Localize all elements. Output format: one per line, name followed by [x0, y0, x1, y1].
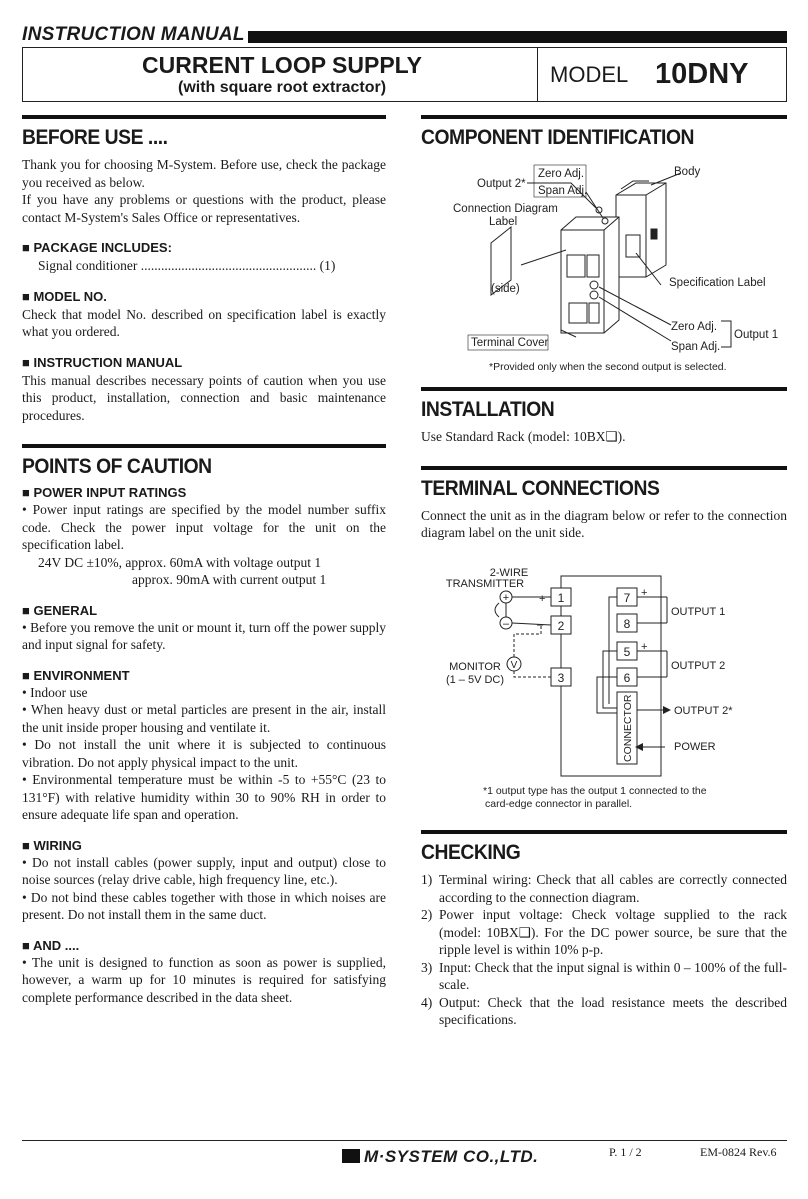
terminal-7: 7	[623, 591, 631, 605]
minus-sign: –	[641, 617, 648, 629]
package-heading: ■ PACKAGE INCLUDES:	[22, 240, 172, 255]
before-use-intro2: If you have any problems or questions with the product, please contact M-System's Sales Office or representatives.	[22, 192, 386, 225]
checking-list	[421, 871, 787, 1029]
output2s-label: OUTPUT 2*	[674, 705, 733, 717]
connector-label: CONNECTOR	[622, 694, 634, 762]
section-rule	[421, 830, 787, 834]
terminal-1: 1	[557, 591, 565, 605]
page-number: P. 1 / 2	[609, 1145, 642, 1159]
output1-bracket	[721, 321, 731, 347]
zero-adj-label: Zero Adj.	[538, 168, 585, 180]
internal-wire	[603, 651, 617, 708]
terminal-cover-label: Terminal Cover	[471, 337, 549, 349]
body-outline	[616, 183, 666, 277]
component-note: *Provided only when the second output is selected.	[489, 361, 727, 373]
plus-sign: +	[539, 593, 546, 605]
terminal-heading: TERMINAL CONNECTIONS	[421, 476, 660, 500]
conn-label-2: Label	[489, 216, 518, 228]
checking-item: 4) Output: Check that the load resistance meets the described specifications.	[421, 994, 787, 1027]
front-panel	[561, 217, 619, 333]
left-column	[22, 115, 386, 1006]
terminal-diagram	[421, 560, 787, 820]
section-rule	[421, 115, 787, 119]
zero-adj-label-2: Zero Adj.	[671, 321, 718, 333]
document-title: CURRENT LOOP SUPPLY	[142, 52, 422, 78]
title-divider	[537, 47, 538, 102]
two-wire-label-1: 2-WIRE	[489, 567, 529, 579]
logo-mark-icon	[342, 1149, 360, 1163]
minus-sign: –	[641, 671, 648, 683]
wiring-item: • Do not install cables (power supply, input and output) close to noise sources (relay drive cable, high frequency line, etc.).	[22, 854, 386, 887]
footer-rule	[22, 1140, 787, 1141]
component-heading: COMPONENT IDENTIFICATION	[421, 126, 695, 149]
instruction-manual-label: INSTRUCTION MANUAL	[22, 24, 245, 45]
and-text: • The unit is designed to function as soon as power is supplied, however, a warm up for 10 minutes is required for satisfying complete performance described in the data sheet.	[22, 954, 386, 1005]
checking-section	[421, 830, 787, 1029]
before-use-intro: Thank you for choosing M-System. Before use, check the package you received as below.	[22, 157, 386, 190]
installation-text: Use Standard Rack (model: 10BX❑).	[421, 429, 626, 444]
env-item: • Environmental temperature must be within -5 to +55°C (23 to 131°F) with relative humidity within 30 to 90% RH in order to ensure adequate life span and operation.	[22, 772, 386, 822]
document-subtitle: (with square root extractor)	[177, 79, 387, 96]
package-item: Signal conditioner .................................................... (1)	[38, 258, 336, 273]
plus-sign: +	[641, 641, 648, 653]
env-item: • Do not install the unit where it is subjected to continuous vibration. Do not apply physical impact to the unit.	[22, 737, 386, 770]
transmitter-arc	[495, 603, 499, 617]
monitor-label-2: (1 – 5V DC)	[445, 674, 505, 686]
rail	[651, 229, 657, 239]
section-rule	[421, 466, 787, 470]
power-line2: approx. 90mA with current output 1	[132, 572, 327, 587]
installation-section	[421, 387, 787, 542]
checking-heading: CHECKING	[421, 841, 521, 864]
output1-label: OUTPUT 1	[671, 606, 726, 618]
power-text: • Power input ratings are specified by the model number suffix code. Check the power input voltage for the unit on the specification label.	[22, 502, 386, 552]
body-label: Body	[674, 166, 701, 178]
header-bar	[248, 31, 787, 43]
before-use-heading: BEFORE USE ....	[22, 126, 168, 149]
leader	[586, 192, 603, 218]
model-label: MODEL	[550, 62, 629, 87]
checking-item: 1) Terminal wiring: Check that all cables are correctly connected according to the connection diagram.	[421, 872, 787, 905]
side-label-text: (side)	[491, 283, 520, 295]
environment-heading: ■ ENVIRONMENT	[22, 667, 130, 683]
arrow-out	[663, 706, 671, 714]
installation-heading: INSTALLATION	[421, 398, 555, 421]
checking-item: 2) Power input voltage: Check voltage supplied to the rack (model: 10BX❑). For the DC power source, be sure that the ripple level is within 10% p-p.	[421, 907, 787, 957]
output1-label: Output 1	[734, 329, 779, 341]
power-heading: ■ POWER INPUT RATINGS	[22, 485, 187, 500]
terminal-text: Connect the unit as in the diagram below or refer to the connection diagram label on the unit side.	[421, 507, 787, 540]
plus-sign: +	[502, 592, 510, 604]
two-wire-label-2: TRANSMITTER	[445, 578, 525, 590]
model-number: 10DNY	[655, 58, 749, 90]
model-no-text: Check that model No. described on specification label is exactly what you ordered.	[22, 306, 386, 339]
output2-label: Output 2*	[477, 178, 526, 190]
right-column	[421, 115, 787, 150]
wiring-heading: ■ WIRING	[22, 837, 82, 853]
company-logo: M·SYSTEM CO.,LTD.	[342, 1147, 538, 1167]
and-heading: ■ AND ....	[22, 937, 80, 953]
leader	[521, 250, 566, 265]
model-no-heading: ■ MODEL NO.	[22, 288, 107, 304]
power-label: POWER	[674, 741, 716, 753]
terminal-6: 6	[623, 671, 631, 685]
env-item: • When heavy dust or metal particles are present in the air, install the unit inside proper housing and ventilate it.	[22, 702, 386, 735]
general-text: • Before you remove the unit or mount it, turn off the power supply and input signal for safety.	[22, 619, 386, 652]
manual-text: This manual describes necessary points of caution when you use this product, installation, connection and basic maintenance procedures.	[22, 372, 386, 423]
document-number: EM-0824 Rev.6	[700, 1145, 777, 1159]
spec-label-text: Specification Label	[669, 277, 766, 289]
wiring-item: • Do not bind these cables together with those in which noises are present. Do not install them in the same duct.	[22, 889, 386, 922]
plus-sign: +	[641, 587, 648, 599]
section-rule	[22, 444, 386, 448]
section-rule	[22, 115, 386, 119]
monitor-wire	[514, 671, 551, 677]
manual-heading: ■ INSTRUCTION MANUAL	[22, 354, 183, 370]
checking-item: 3) Input: Check that the input signal is within 0 – 100% of the full-scale.	[421, 959, 787, 992]
span-adj-label: Span Adj.	[538, 185, 588, 197]
monitor-label-1: MONITOR	[449, 661, 501, 673]
wire	[512, 623, 551, 625]
span-adj-label-2: Span Adj.	[671, 341, 721, 353]
terminal-note-1: *1 output type has the output 1 connected to the	[483, 785, 707, 797]
caution-heading: POINTS OF CAUTION	[22, 455, 212, 478]
power-line1: 24V DC ±10%, approx. 60mA with voltage output 1	[38, 554, 322, 570]
conn-label-1: Connection Diagram	[453, 203, 558, 215]
v-symbol: V	[510, 660, 518, 671]
terminal-5: 5	[623, 645, 631, 659]
output2-label: OUTPUT 2	[671, 660, 726, 672]
minus-sign: –	[502, 618, 510, 630]
terminal-2: 2	[557, 619, 565, 633]
section-rule	[421, 387, 787, 391]
terminal-note-2: card-edge connector in parallel.	[485, 798, 633, 810]
terminal-8: 8	[623, 617, 631, 631]
general-heading: ■ GENERAL	[22, 602, 98, 618]
terminal-3: 3	[557, 671, 565, 685]
env-item: • Indoor use	[22, 684, 88, 700]
minus-sign: –	[537, 619, 544, 631]
component-diagram	[421, 155, 787, 380]
